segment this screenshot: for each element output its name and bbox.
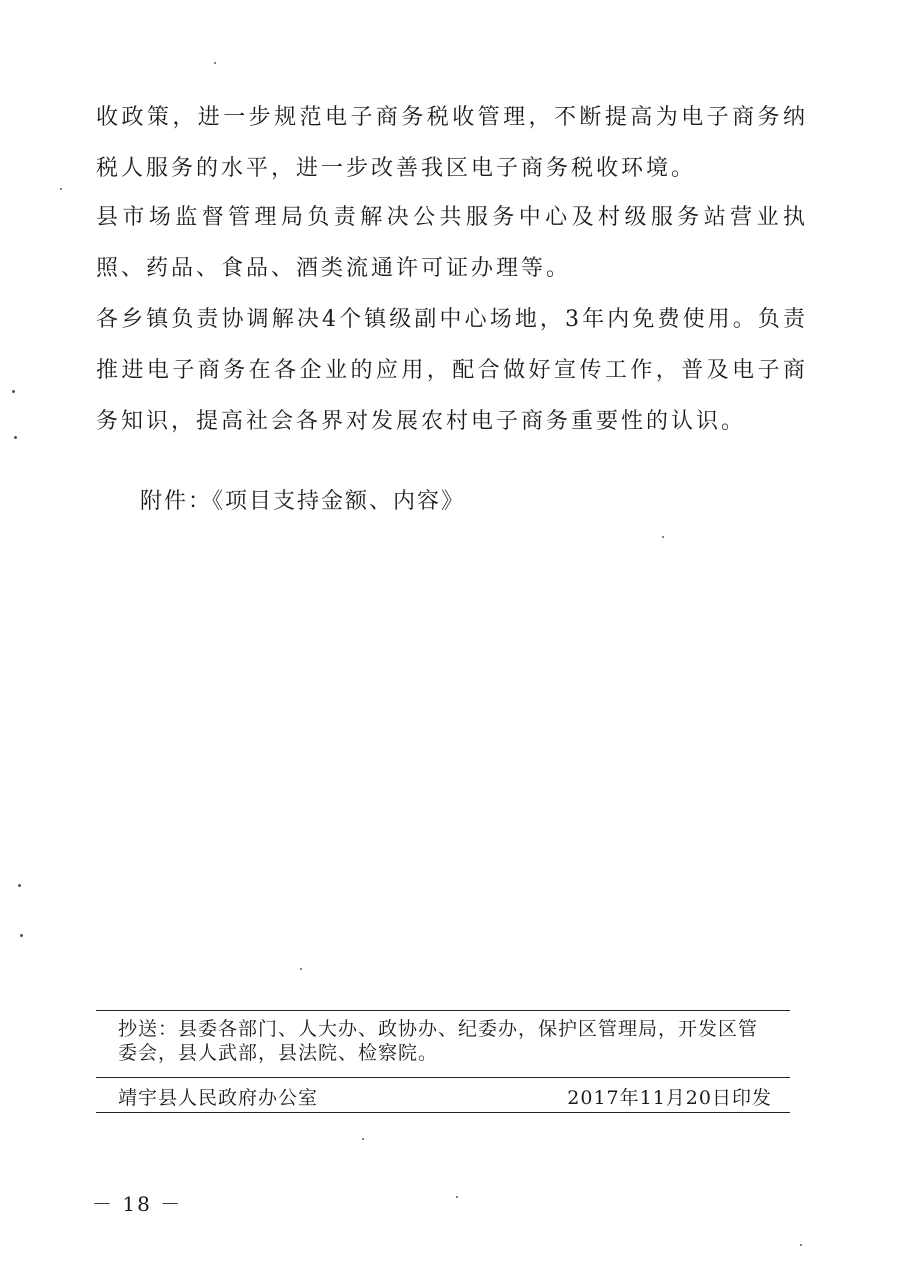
scan-speck bbox=[60, 188, 62, 190]
cc-recipients: 县委各部门、人大办、政协办、纪委办，保护区管理局，开发区管委会，县人武部，县法院、检察院。 bbox=[118, 1018, 759, 1064]
scan-speck bbox=[300, 968, 302, 970]
paragraph-tax-policy: 收政策，进一步规范电子商务税收管理，不断提高为电子商务纳税人服务的水平，进一步改善我区电子商务税收环境。 bbox=[96, 105, 808, 181]
footer-rule-bottom bbox=[96, 1112, 790, 1113]
paragraph-market-supervision: 县市场监督管理局负责解决公共服务中心及村级服务站营业执照、药品、食品、酒类流通许可证办理等。 bbox=[96, 205, 808, 281]
scan-speck bbox=[20, 934, 23, 937]
footer-rule-middle bbox=[96, 1077, 790, 1078]
scan-speck bbox=[662, 536, 664, 538]
scan-speck bbox=[214, 62, 216, 64]
scan-speck bbox=[12, 390, 15, 393]
cc-label: 抄送： bbox=[118, 1018, 179, 1040]
paragraph-townships: 各乡镇负责协调解决4个镇级副中心场地，3年内免费使用。负责推进电子商务在各企业的应用，配合做好宣传工作，普及电子商务知识，提高社会各界对发展农村电子商务重要性的认识。 bbox=[96, 307, 808, 434]
scan-speck bbox=[456, 1196, 458, 1198]
page-number: － 18 － bbox=[92, 1192, 183, 1216]
issue-date: 2017年11月20日印发 bbox=[567, 1087, 772, 1109]
scan-speck bbox=[800, 1244, 802, 1246]
scan-speck bbox=[362, 1138, 364, 1140]
issuing-office: 靖宇县人民政府办公室 bbox=[118, 1087, 319, 1109]
scan-speck bbox=[18, 884, 21, 887]
footer-rule-top bbox=[96, 1010, 790, 1011]
scan-speck bbox=[14, 436, 17, 439]
attachment-line: 附件：《项目支持金额、内容》 bbox=[140, 489, 466, 514]
cc-block bbox=[118, 1017, 778, 1065]
